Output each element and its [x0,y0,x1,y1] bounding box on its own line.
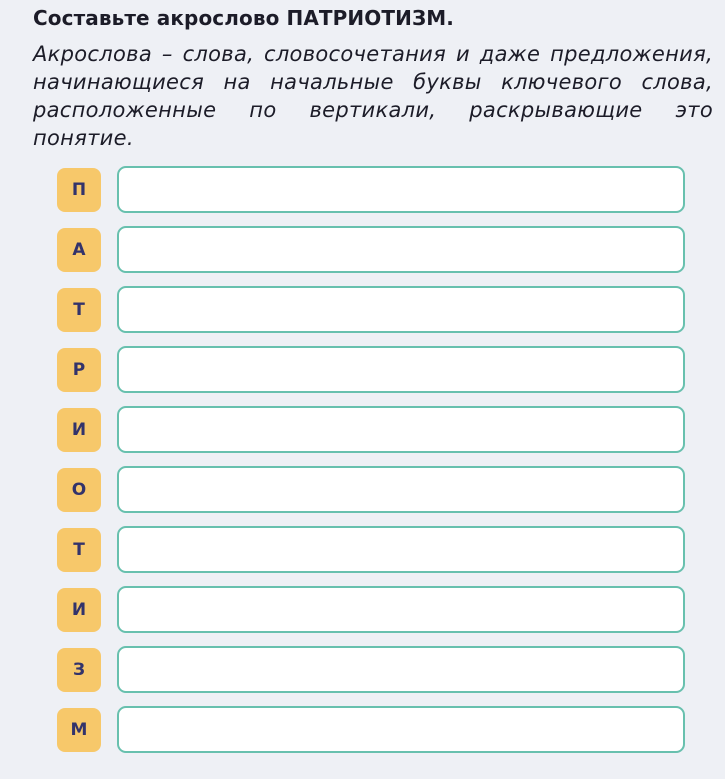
task-description: Акрослова – слова, словосочетания и даже предложения, начинающиеся на начальные буквы ключевого слова, расположенные по вертикали, раскрывающие это понятие. [33,42,713,150]
acrostic-letter: З [57,648,101,692]
acrostic-letter: Т [57,528,101,572]
acrostic-letter: И [57,588,101,632]
task-title: Составьте акрослово ПАТРИОТИЗМ. [33,6,454,30]
answer-field[interactable] [117,286,685,333]
acrostic-letter: Т [57,288,101,332]
answer-field[interactable] [117,586,685,633]
acrostic-row [57,346,687,393]
answer-field[interactable] [117,406,685,453]
acrostic-row [57,166,687,213]
answer-field[interactable] [117,646,685,693]
answer-field[interactable] [117,706,685,753]
acrostic-letter: П [57,168,101,212]
acrostic-row [57,406,687,453]
acrostic-row [57,706,687,753]
acrostic-row [57,586,687,633]
acrostic-row [57,526,687,573]
acrostic-row [57,466,687,513]
acrostic-letter: А [57,228,101,272]
acrostic-letter: И [57,408,101,452]
acrostic-row [57,226,687,273]
answer-field[interactable] [117,166,685,213]
answer-field[interactable] [117,346,685,393]
answer-field[interactable] [117,226,685,273]
acrostic-letter: М [57,708,101,752]
answer-field[interactable] [117,526,685,573]
answer-field[interactable] [117,466,685,513]
acrostic-letter: О [57,468,101,512]
acrostic-row [57,286,687,333]
acrostic-row [57,646,687,693]
acrostic-letter: Р [57,348,101,392]
